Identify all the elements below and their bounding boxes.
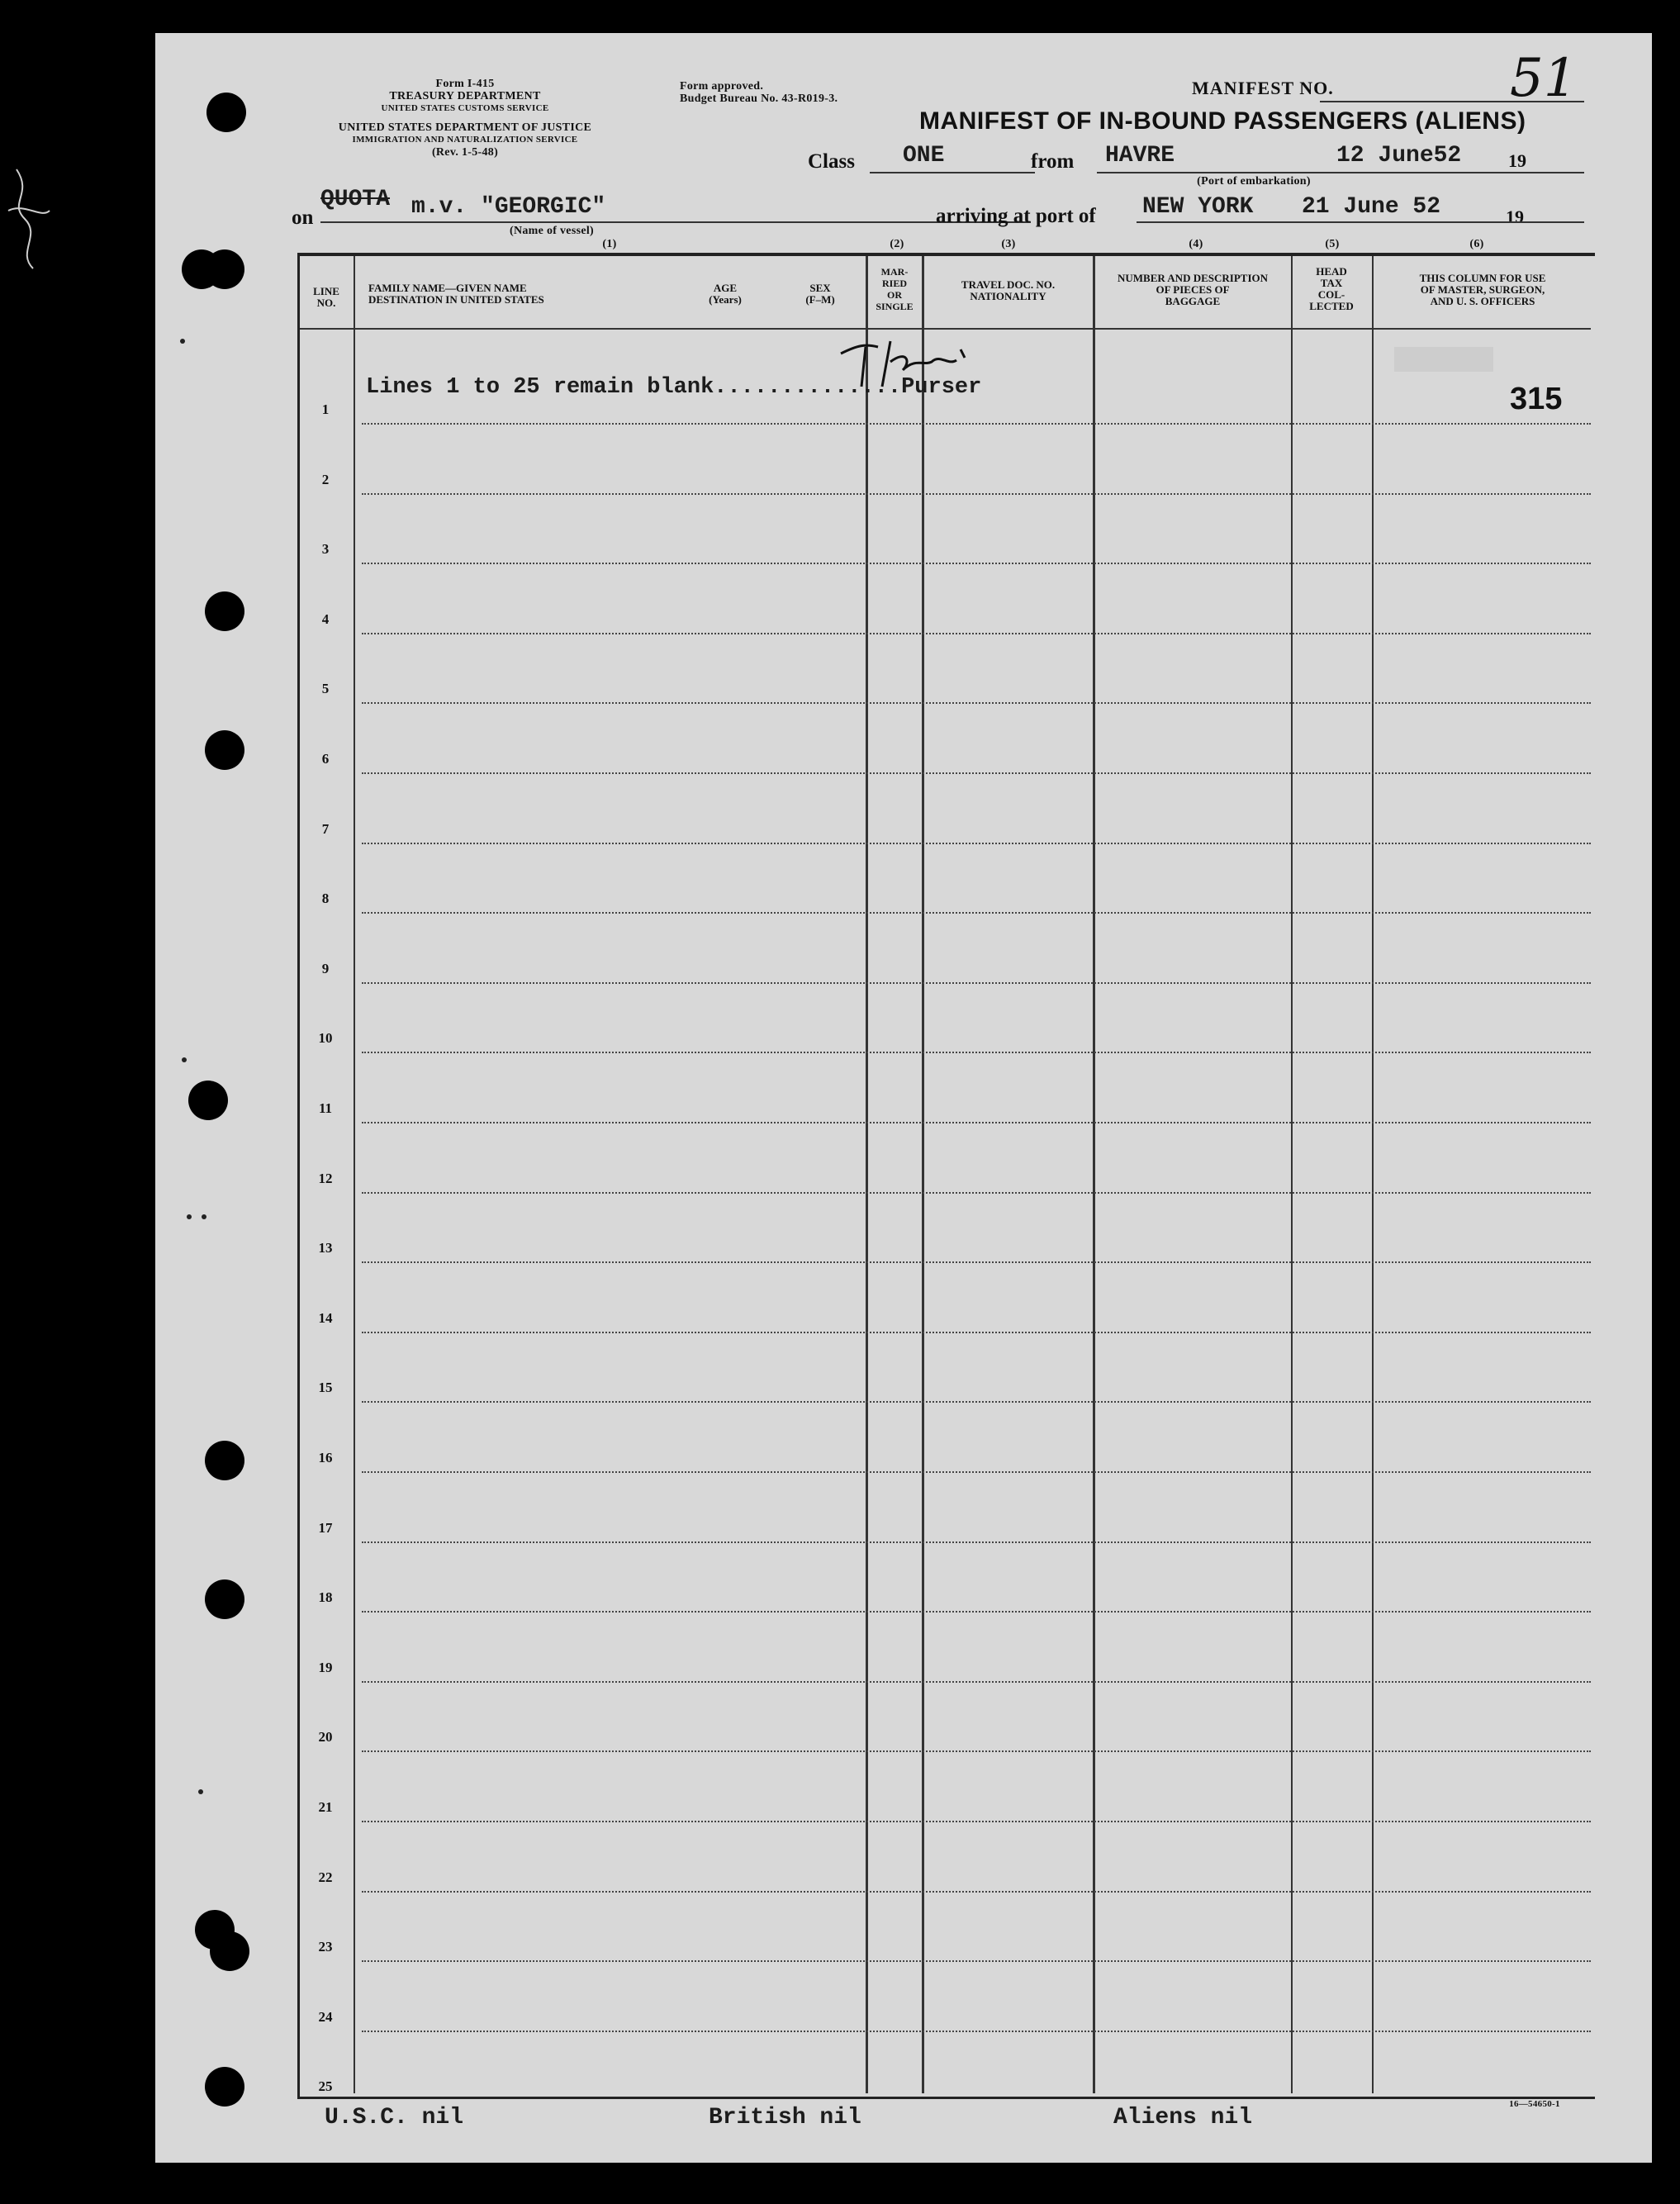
col-divider [866, 256, 868, 2093]
line-number: 25 [318, 2078, 333, 2095]
edge-scribble [0, 161, 66, 285]
row-rule [362, 1541, 1591, 1543]
line-number: 24 [318, 2008, 333, 2025]
punch-hole [205, 591, 244, 631]
row-rule [362, 1681, 1591, 1683]
row-rule [362, 1192, 1591, 1194]
row-rule [362, 1052, 1591, 1053]
speck [198, 1789, 203, 1794]
header-baggage: NUMBER AND DESCRIPTION OF PIECES OF BAGGAGE [1117, 272, 1269, 307]
line-number: 13 [318, 1240, 333, 1256]
header-travel: TRAVEL DOC. NO. NATIONALITY [961, 278, 1056, 302]
ins-service: IMMIGRATION AND NATURALIZATION SERVICE [352, 135, 578, 145]
line-number: 14 [318, 1309, 333, 1326]
arrival-port: NEW YORK [1142, 194, 1254, 220]
treasury-dept: TREASURY DEPARTMENT [389, 90, 541, 102]
punch-hole [205, 2067, 244, 2107]
punch-hole [205, 730, 244, 770]
embark-date: 12 June52 [1336, 143, 1462, 169]
line1-number: 315 [1510, 382, 1563, 416]
col-divider [1093, 256, 1095, 2093]
col-divider [1372, 256, 1374, 2093]
row-rule [362, 1891, 1591, 1893]
justice-dept: UNITED STATES DEPARTMENT OF JUSTICE [338, 121, 592, 134]
line-number: 22 [318, 1869, 333, 1885]
row-rule [362, 1332, 1591, 1333]
class-label: Class [808, 150, 855, 173]
row-rule [362, 982, 1591, 984]
punch-hole [205, 249, 244, 289]
on-label: on [292, 207, 314, 229]
from-line [1097, 172, 1584, 173]
signature-scribble [833, 329, 998, 395]
row-rule [362, 1960, 1591, 1962]
col-divider [354, 256, 355, 2093]
col-divider [922, 256, 924, 2093]
speck [180, 339, 185, 344]
row-rule [362, 493, 1591, 495]
embark-year-suffix: 19 [1508, 150, 1526, 171]
line-number: 9 [321, 960, 330, 976]
punch-hole [205, 1441, 244, 1480]
class-value: ONE [903, 143, 945, 169]
line-number: 4 [321, 610, 330, 627]
punch-hole [210, 1931, 249, 1971]
line-number: 1 [321, 401, 330, 417]
line-number: 18 [318, 1589, 333, 1606]
footer-aliens: Aliens nil [1113, 2105, 1253, 2130]
header-officers: THIS COLUMN FOR USE OF MASTER, SURGEON, AND U. S. OFFICERS [1419, 272, 1546, 307]
customs-service: UNITED STATES CUSTOMS SERVICE [381, 103, 549, 113]
header-sex: SEX (F–M) [805, 282, 835, 306]
class-line [870, 172, 1035, 173]
line-number: 10 [318, 1030, 333, 1047]
speck [202, 1214, 206, 1219]
row-rule [362, 563, 1591, 564]
vessel-line [320, 221, 1031, 223]
header-line-no: LINE NO. [313, 285, 339, 309]
arrival-year-suffix: 19 [1506, 207, 1524, 227]
speck [187, 1214, 192, 1219]
col-number: (3) [1001, 238, 1016, 250]
row-rule [362, 1821, 1591, 1822]
revision: (Rev. 1-5-48) [431, 146, 499, 159]
line1-text: Lines 1 to 25 remain blank..............Purser [366, 375, 982, 400]
header-tax: HEAD TAX COL- LECTED [1309, 265, 1354, 312]
line-number: 16 [318, 1450, 333, 1465]
from-value: HAVRE [1105, 143, 1175, 169]
footer-british: British nil [709, 2105, 861, 2130]
row-rule [362, 1261, 1591, 1263]
line-number: 5 [321, 681, 330, 697]
header-age: AGE (Years) [709, 282, 742, 306]
row-rule [362, 1471, 1591, 1473]
row-rule [362, 702, 1591, 704]
row-rule [362, 772, 1591, 774]
header-married: MAR- RIED OR SINGLE [876, 266, 914, 312]
col1-marker: (1) [602, 238, 617, 250]
punch-hole [205, 1579, 244, 1619]
line-number: 21 [318, 1799, 333, 1815]
footer-usc: U.S.C. nil [325, 2105, 464, 2130]
line-number: 3 [321, 541, 330, 558]
line-number: 12 [318, 1170, 333, 1186]
line-number: 19 [318, 1659, 333, 1675]
quota-mark: QUOTA [320, 187, 391, 212]
row-rule [362, 2031, 1591, 2032]
line-number: 6 [321, 751, 330, 767]
budget-bureau: Budget Bureau No. 43-R019-3. [680, 93, 838, 105]
line-number: 11 [318, 1100, 333, 1116]
speck [182, 1057, 187, 1062]
vessel-name: m.v. "GEORGIC" [411, 194, 606, 220]
row-rule [362, 423, 1591, 425]
col-number: (6) [1469, 238, 1484, 250]
col-number: (4) [1189, 238, 1203, 250]
line-number: 8 [321, 891, 330, 907]
arriving-label: arriving at port of [936, 205, 1096, 227]
line-number: 17 [318, 1519, 333, 1536]
line-number: 7 [321, 820, 330, 837]
line-number: 20 [318, 1729, 333, 1746]
col-divider [1291, 256, 1293, 2093]
punch-hole [206, 93, 246, 132]
row-rule [362, 912, 1591, 914]
form-approved: Form approved. [680, 80, 764, 93]
form-id: Form I-415 [435, 78, 495, 90]
embark-caption: (Port of embarkation) [1197, 175, 1311, 188]
vessel-caption: (Name of vessel) [510, 225, 594, 237]
arrival-line [1137, 221, 1584, 223]
col-number: (5) [1325, 238, 1340, 250]
manifest-no-label: MANIFEST NO. [1192, 78, 1334, 98]
arrival-date: 21 June 52 [1302, 194, 1441, 220]
row-rule [362, 633, 1591, 634]
line-number: 15 [318, 1380, 333, 1396]
manifest-no-line [1320, 101, 1584, 102]
line-number: 23 [318, 1939, 333, 1955]
row-rule [362, 1750, 1591, 1752]
from-label: from [1031, 150, 1075, 173]
row-rule [362, 1401, 1591, 1403]
manifest-page [155, 33, 1652, 2163]
row-rule [362, 1611, 1591, 1613]
line-number: 2 [321, 471, 330, 487]
faint-stamp [1394, 347, 1493, 372]
punch-hole [188, 1081, 228, 1120]
manifest-title: MANIFEST OF IN-BOUND PASSENGERS (ALIENS) [919, 107, 1526, 135]
purser-signature [833, 329, 998, 404]
print-code: 16—54650-1 [1509, 2099, 1560, 2109]
manifest-number: 51 [1510, 48, 1578, 109]
row-rule [362, 843, 1591, 844]
col-number: (2) [890, 238, 904, 250]
header-name: FAMILY NAME—GIVEN NAME DESTINATION IN UNITED STATES [368, 282, 544, 306]
row-rule [362, 1122, 1591, 1123]
